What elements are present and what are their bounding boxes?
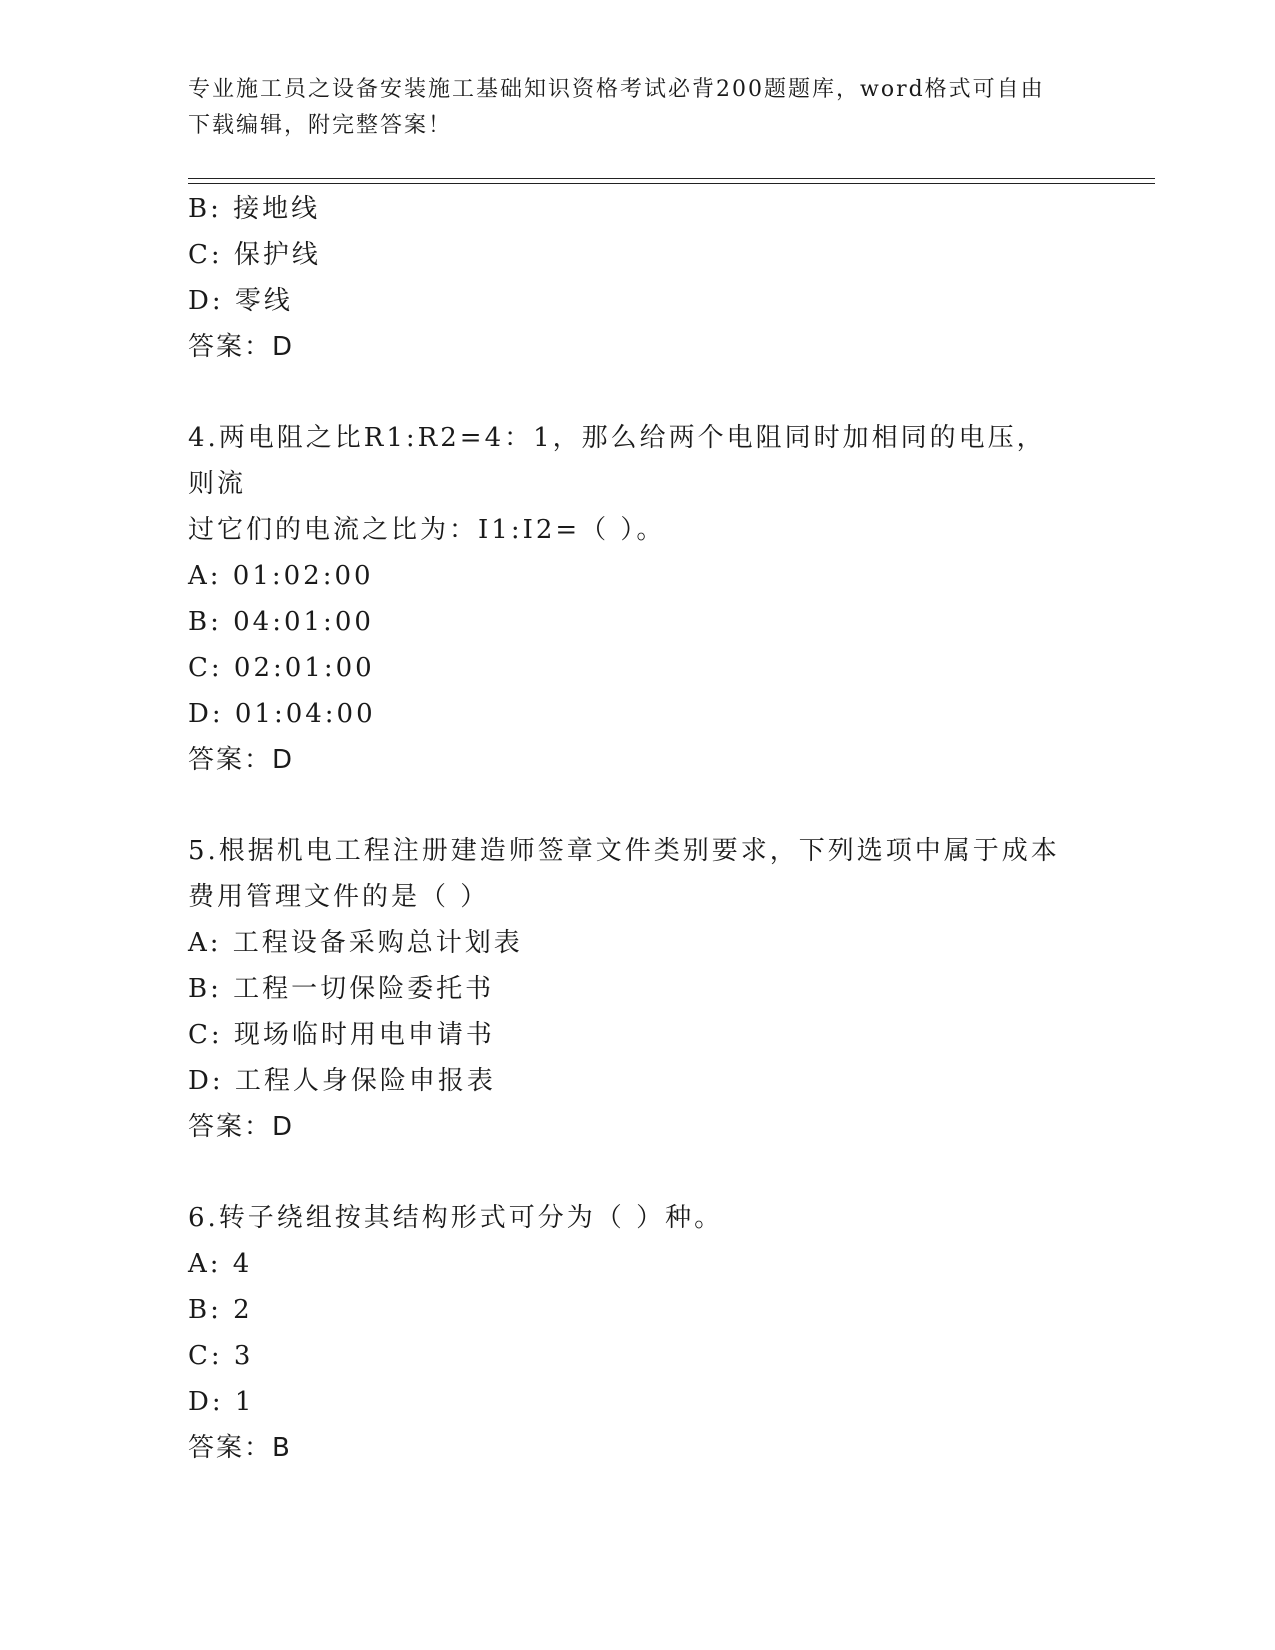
header-divider-bottom bbox=[188, 183, 1155, 184]
q6-option-a: A: 4 bbox=[188, 1249, 253, 1279]
q4-option-a: A: 01:02:00 bbox=[188, 561, 374, 591]
q5-option-b: B: 工程一切保险委托书 bbox=[188, 974, 495, 1004]
spacer bbox=[188, 1150, 1088, 1195]
q3-option-d: D: 零线 bbox=[188, 286, 293, 316]
spacer bbox=[188, 783, 1088, 828]
q6-option-c: C: 3 bbox=[188, 1341, 254, 1371]
q4-option-d: D: 01:04:00 bbox=[188, 699, 376, 729]
question-6-block bbox=[188, 1195, 1088, 1471]
spacer bbox=[188, 370, 1088, 415]
q5-option-c: C: 现场临时用电申请书 bbox=[188, 1020, 495, 1050]
q6-answer: 答案：B bbox=[188, 1433, 292, 1463]
question-5-block bbox=[188, 828, 1088, 1150]
q3-option-c: C: 保护线 bbox=[188, 240, 321, 270]
q3-option-b: B: 接地线 bbox=[188, 194, 321, 224]
question-3-block bbox=[188, 186, 1088, 370]
document-body bbox=[188, 186, 1088, 1471]
header-line-2: 下载编辑，附完整答案！ bbox=[188, 113, 453, 138]
q5-answer: 答案：D bbox=[188, 1112, 295, 1142]
q4-option-c: C: 02:01:00 bbox=[188, 653, 375, 683]
header-divider-top bbox=[188, 178, 1155, 179]
q4-question-line-2: 过它们的电流之比为：I1:I2=（ ）。 bbox=[188, 515, 666, 545]
q4-answer: 答案：D bbox=[188, 745, 295, 775]
q4-question-line-1: 4.两电阻之比R1:R2=4：1，那么给两个电阻同时加相同的电压，则流 bbox=[188, 423, 1046, 499]
q4-option-b: B: 04:01:00 bbox=[188, 607, 374, 637]
document-header bbox=[188, 72, 1068, 144]
q6-question-line-1: 6.转子绕组按其结构形式可分为（ ）种。 bbox=[188, 1203, 724, 1233]
q3-answer: 答案：D bbox=[188, 332, 295, 362]
header-line-1: 专业施工员之设备安装施工基础知识资格考试必背200题题库，word格式可自由 bbox=[188, 77, 1045, 102]
q5-question-line-2: 费用管理文件的是（ ） bbox=[188, 882, 490, 912]
q5-option-d: D: 工程人身保险申报表 bbox=[188, 1066, 496, 1096]
q6-option-d: D: 1 bbox=[188, 1387, 255, 1417]
q5-question-line-1: 5.根据机电工程注册建造师签章文件类别要求，下列选项中属于成本 bbox=[188, 836, 1060, 866]
q5-option-a: A: 工程设备采购总计划表 bbox=[188, 928, 523, 958]
question-4-block bbox=[188, 415, 1088, 783]
q6-option-b: B: 2 bbox=[188, 1295, 253, 1325]
